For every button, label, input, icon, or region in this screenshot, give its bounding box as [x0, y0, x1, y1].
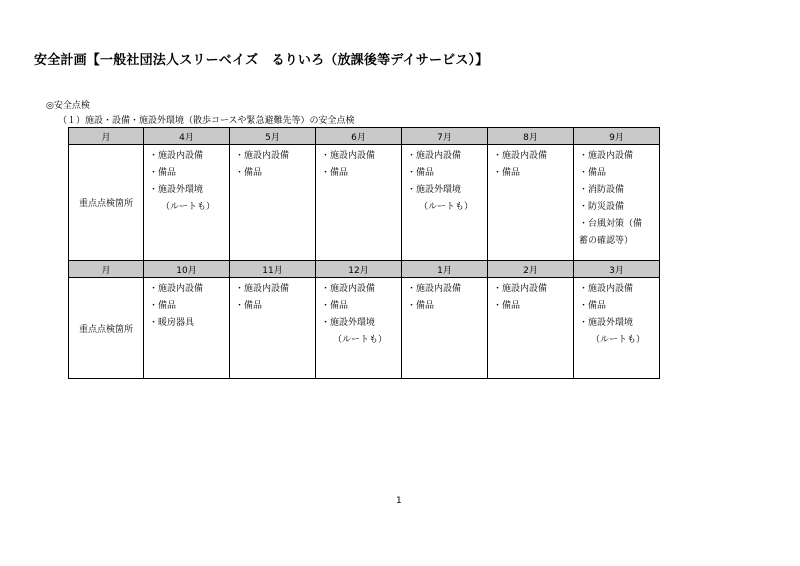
inspection-item: ・施設内設備: [579, 151, 634, 161]
inspection-item: ・備品: [493, 301, 521, 311]
inspection-cell: [574, 278, 660, 379]
inspection-item: ・備品: [407, 301, 435, 311]
inspection-item: ・施設内設備: [321, 151, 376, 161]
inspection-cell: [402, 145, 488, 261]
inspection-item: ・備品: [407, 168, 435, 178]
inspection-item: ・備品: [235, 168, 263, 178]
inspection-item: ・施設内設備: [235, 151, 290, 161]
month-header-cell: 10月: [144, 261, 230, 278]
inspection-item: ・施設内設備: [493, 151, 548, 161]
inspection-cell: [230, 145, 316, 261]
month-header-cell: 1月: [402, 261, 488, 278]
inspection-item: ・施設内設備: [493, 284, 548, 294]
inspection-item: ・備品: [579, 301, 607, 311]
inspection-item: （ルートも）: [333, 335, 388, 345]
inspection-cell: [488, 145, 574, 261]
inspection-cell: [144, 145, 230, 261]
inspection-item: ・施設内設備: [407, 151, 462, 161]
inspection-item: （ルートも）: [419, 202, 474, 212]
inspection-item: ・施設外環境: [149, 185, 204, 195]
month-header-cell: 9月: [574, 128, 660, 145]
month-header-cell: 7月: [402, 128, 488, 145]
safety-inspection-table: [68, 127, 660, 379]
month-header-cell: 5月: [230, 128, 316, 145]
inspection-cell: [316, 278, 402, 379]
month-header-label: 月: [69, 128, 144, 145]
inspection-item: ・施設外環境: [407, 185, 462, 195]
month-header-row: [69, 128, 660, 145]
inspection-item: ・施設外環境: [579, 318, 634, 328]
inspection-item: ・備品: [235, 301, 263, 311]
month-header-cell: 2月: [488, 261, 574, 278]
page-number: 1: [396, 496, 402, 506]
month-header-cell: 8月: [488, 128, 574, 145]
inspection-item: （ルートも）: [591, 335, 646, 345]
inspection-item: ・施設内設備: [149, 151, 204, 161]
inspection-item: ・施設内設備: [321, 284, 376, 294]
inspection-cell: [488, 278, 574, 379]
month-header-cell: 12月: [316, 261, 402, 278]
inspection-row: [69, 278, 660, 379]
inspection-item: ・台風対策（備: [579, 219, 643, 229]
inspection-row: [69, 145, 660, 261]
month-header-label: 月: [69, 261, 144, 278]
inspection-cell: [230, 278, 316, 379]
inspection-item: ・施設内設備: [407, 284, 462, 294]
month-header-cell: 3月: [574, 261, 660, 278]
inspection-cell: [316, 145, 402, 261]
row-label: 重点点検箇所: [69, 278, 144, 379]
inspection-cell: [402, 278, 488, 379]
inspection-item: 蓄の確認等）: [579, 236, 634, 246]
inspection-cell: [574, 145, 660, 261]
inspection-item: ・施設内設備: [235, 284, 290, 294]
inspection-item: ・備品: [149, 301, 177, 311]
month-header-cell: 6月: [316, 128, 402, 145]
inspection-item: ・備品: [321, 168, 349, 178]
section-subheading: （１）施設・設備・施設外環境（散歩コースや緊急避難先等）の安全点検: [58, 116, 355, 126]
row-label: 重点点検箇所: [69, 145, 144, 261]
inspection-item: ・施設内設備: [579, 284, 634, 294]
inspection-item: ・備品: [149, 168, 177, 178]
inspection-item: ・防災設備: [579, 202, 625, 212]
inspection-item: ・備品: [493, 168, 521, 178]
inspection-item: ・施設内設備: [149, 284, 204, 294]
inspection-item: ・消防設備: [579, 185, 625, 195]
inspection-item: ・備品: [321, 301, 349, 311]
month-header-cell: 11月: [230, 261, 316, 278]
document-title: 安全計画【一般社団法人スリーベイズ るりいろ（放課後等デイサービス）】: [34, 53, 489, 68]
inspection-item: ・施設外環境: [321, 318, 376, 328]
month-header-cell: 4月: [144, 128, 230, 145]
month-header-row: [69, 261, 660, 278]
inspection-cell: [144, 278, 230, 379]
inspection-item: ・暖房器具: [149, 318, 195, 328]
inspection-item: （ルートも）: [161, 202, 216, 212]
section-heading: ◎安全点検: [46, 101, 90, 111]
inspection-item: ・備品: [579, 168, 607, 178]
